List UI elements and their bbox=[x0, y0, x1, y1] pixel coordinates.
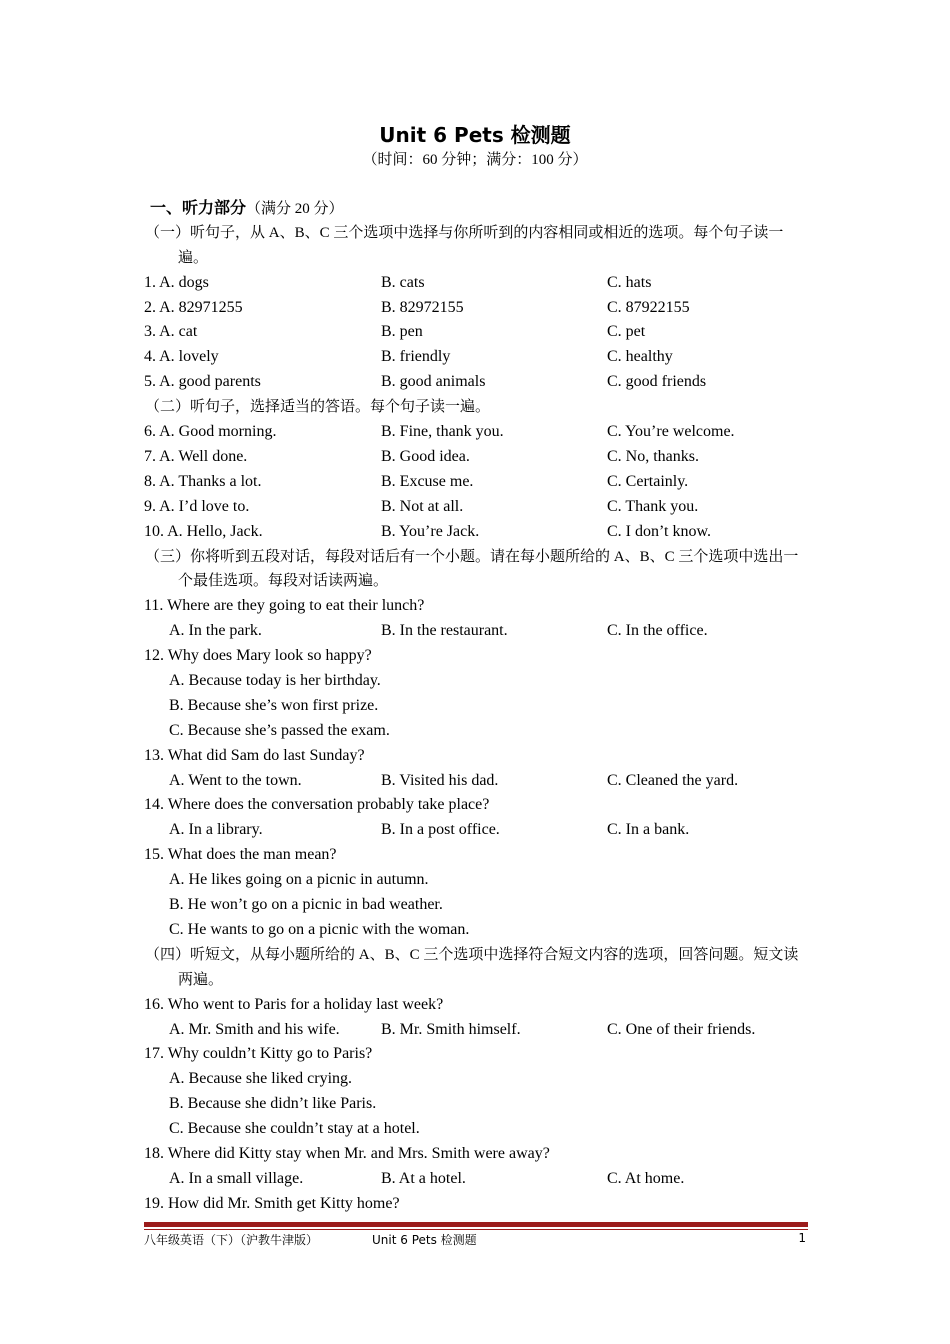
option-b: B. Excuse me. bbox=[381, 472, 474, 490]
question-row bbox=[144, 320, 808, 345]
question-row bbox=[144, 445, 808, 470]
question-options bbox=[144, 1167, 808, 1192]
question-row bbox=[144, 345, 808, 370]
question-text: 12. Why does Mary look so happy? bbox=[144, 647, 372, 665]
question-text: 16. Who went to Paris for a holiday last week? bbox=[144, 995, 444, 1013]
option-c: C. 87922155 bbox=[607, 298, 690, 316]
document-subtitle: （时间：60 分钟；满分：100 分） bbox=[362, 152, 588, 168]
option-a: A. Because today is her birthday. bbox=[169, 672, 381, 689]
question-text: 11. Where are they going to eat their lunch? bbox=[144, 597, 425, 615]
option-a: A. Because she liked crying. bbox=[169, 1070, 353, 1088]
option-b: B. Fine, thank you. bbox=[381, 423, 504, 441]
option-c: C. Because she’s passed the exam. bbox=[169, 721, 390, 739]
option-b: B. He won’t go on a picnic in bad weather. bbox=[169, 896, 443, 914]
question-row bbox=[144, 271, 808, 296]
question-row bbox=[144, 495, 808, 520]
option-b: B. Not at all. bbox=[381, 497, 464, 515]
option-a: 6. A. Good morning. bbox=[144, 423, 277, 441]
footer-divider-thick bbox=[144, 1222, 808, 1227]
option-a: A. Mr. Smith and his wife. bbox=[169, 1020, 340, 1038]
option-c: C. Thank you. bbox=[607, 497, 699, 515]
option-b: B. friendly bbox=[381, 348, 451, 366]
option-b: B. You’re Jack. bbox=[381, 522, 480, 540]
question-options bbox=[144, 769, 808, 794]
option-b: B. Mr. Smith himself. bbox=[381, 1020, 521, 1038]
footer-test-title: Unit 6 Pets 检测题 bbox=[372, 1233, 477, 1247]
option-a: 1. A. dogs bbox=[144, 273, 209, 291]
option-c: C. No, thanks. bbox=[607, 447, 699, 465]
option-b: B. good animals bbox=[381, 373, 486, 391]
option-b: B. At a hotel. bbox=[381, 1169, 466, 1187]
footer-divider-thin bbox=[144, 1229, 808, 1230]
question-text: 14. Where does the conversation probably take place? bbox=[144, 796, 490, 814]
part1-instruction: （一）听句子，从 A、B、C 三个选项中选择与你所听到的内容相同或相近的选项。每个句子读一遍。 bbox=[145, 224, 784, 266]
option-a: 2. A. 82971255 bbox=[144, 298, 243, 316]
option-b: B. Good idea. bbox=[381, 447, 470, 465]
option-a: 8. A. Thanks a lot. bbox=[144, 472, 262, 490]
option-a: 9. A. I’d love to. bbox=[144, 497, 250, 515]
option-b: B. Because she didn’t like Paris. bbox=[169, 1095, 377, 1113]
option-c: C. Cleaned the yard. bbox=[607, 771, 739, 789]
part2-instruction: （二）听句子，选择适当的答语。每个句子读一遍。 bbox=[145, 399, 491, 416]
option-b: B. In the restaurant. bbox=[381, 622, 508, 640]
question-row bbox=[144, 296, 808, 321]
option-a: A. In the park. bbox=[169, 622, 262, 640]
option-c: C. pet bbox=[607, 323, 646, 341]
option-b: B. cats bbox=[381, 273, 425, 291]
question-text: 18. Where did Kitty stay when Mr. and Mrs. Smith were away? bbox=[144, 1144, 550, 1162]
option-c: C. He wants to go on a picnic with the woman. bbox=[169, 920, 470, 938]
option-c: C. Certainly. bbox=[607, 472, 689, 490]
section-heading-score: （满分 20 分） bbox=[246, 201, 344, 217]
option-b: B. pen bbox=[381, 323, 423, 341]
question-options bbox=[144, 619, 808, 644]
option-c: C. In a bank. bbox=[607, 821, 690, 839]
part4-instruction: （四）听短文，从每小题所给的 A、B、C 三个选项中选择符合短文内容的选项，回答问题。短文读两遍。 bbox=[145, 946, 799, 988]
footer-book-title: 八年级英语（下）（沪教牛津版） bbox=[144, 1233, 319, 1247]
page-number: 1 bbox=[798, 1231, 806, 1245]
option-b: B. Visited his dad. bbox=[381, 771, 499, 789]
question-options bbox=[144, 818, 808, 843]
option-a: 5. A. good parents bbox=[144, 373, 261, 391]
question-text: 17. Why couldn’t Kitty go to Paris? bbox=[144, 1045, 373, 1063]
option-c: C. healthy bbox=[607, 348, 673, 366]
option-a: A. He likes going on a picnic in autumn. bbox=[169, 871, 429, 889]
option-c: C. You’re welcome. bbox=[607, 423, 735, 441]
question-row bbox=[144, 470, 808, 495]
part3-instruction: （三）你将听到五段对话，每段对话后有一个小题。请在每小题所给的 A、B、C 三个选项中选出一个最佳选项。每段对话读两遍。 bbox=[145, 548, 799, 590]
option-c: C. At home. bbox=[607, 1169, 685, 1187]
option-b: B. Because she’s won first prize. bbox=[169, 696, 379, 714]
option-a: A. In a library. bbox=[169, 821, 263, 839]
option-c: C. One of their friends. bbox=[607, 1020, 756, 1038]
option-a: 10. A. Hello, Jack. bbox=[144, 522, 263, 540]
question-text: 19. How did Mr. Smith get Kitty home? bbox=[144, 1194, 400, 1212]
question-options bbox=[144, 1018, 808, 1043]
document-title: Unit 6 Pets 检测题 bbox=[379, 123, 571, 147]
option-b: B. In a post office. bbox=[381, 821, 500, 839]
option-c: C. I don’t know. bbox=[607, 522, 711, 540]
section-heading bbox=[144, 196, 808, 221]
option-c: C. Because she couldn’t stay at a hotel. bbox=[169, 1120, 420, 1138]
question-text: 13. What did Sam do last Sunday? bbox=[144, 746, 365, 764]
question-text: 15. What does the man mean? bbox=[144, 846, 337, 864]
option-a: A. Went to the town. bbox=[169, 771, 302, 789]
option-a: 7. A. Well done. bbox=[144, 447, 248, 465]
page-footer bbox=[144, 1231, 808, 1249]
option-c: C. good friends bbox=[607, 373, 707, 391]
option-c: C. In the office. bbox=[607, 622, 708, 640]
question-row bbox=[144, 520, 808, 545]
question-row bbox=[144, 370, 808, 395]
option-a: 4. A. lovely bbox=[144, 348, 219, 366]
option-b: B. 82972155 bbox=[381, 298, 464, 316]
option-a: 3. A. cat bbox=[144, 323, 198, 341]
option-a: A. In a small village. bbox=[169, 1169, 304, 1187]
document-body bbox=[144, 196, 808, 1217]
question-row bbox=[144, 420, 808, 445]
option-c: C. hats bbox=[607, 273, 652, 291]
section-heading-title: 一、听力部分 bbox=[150, 198, 247, 217]
